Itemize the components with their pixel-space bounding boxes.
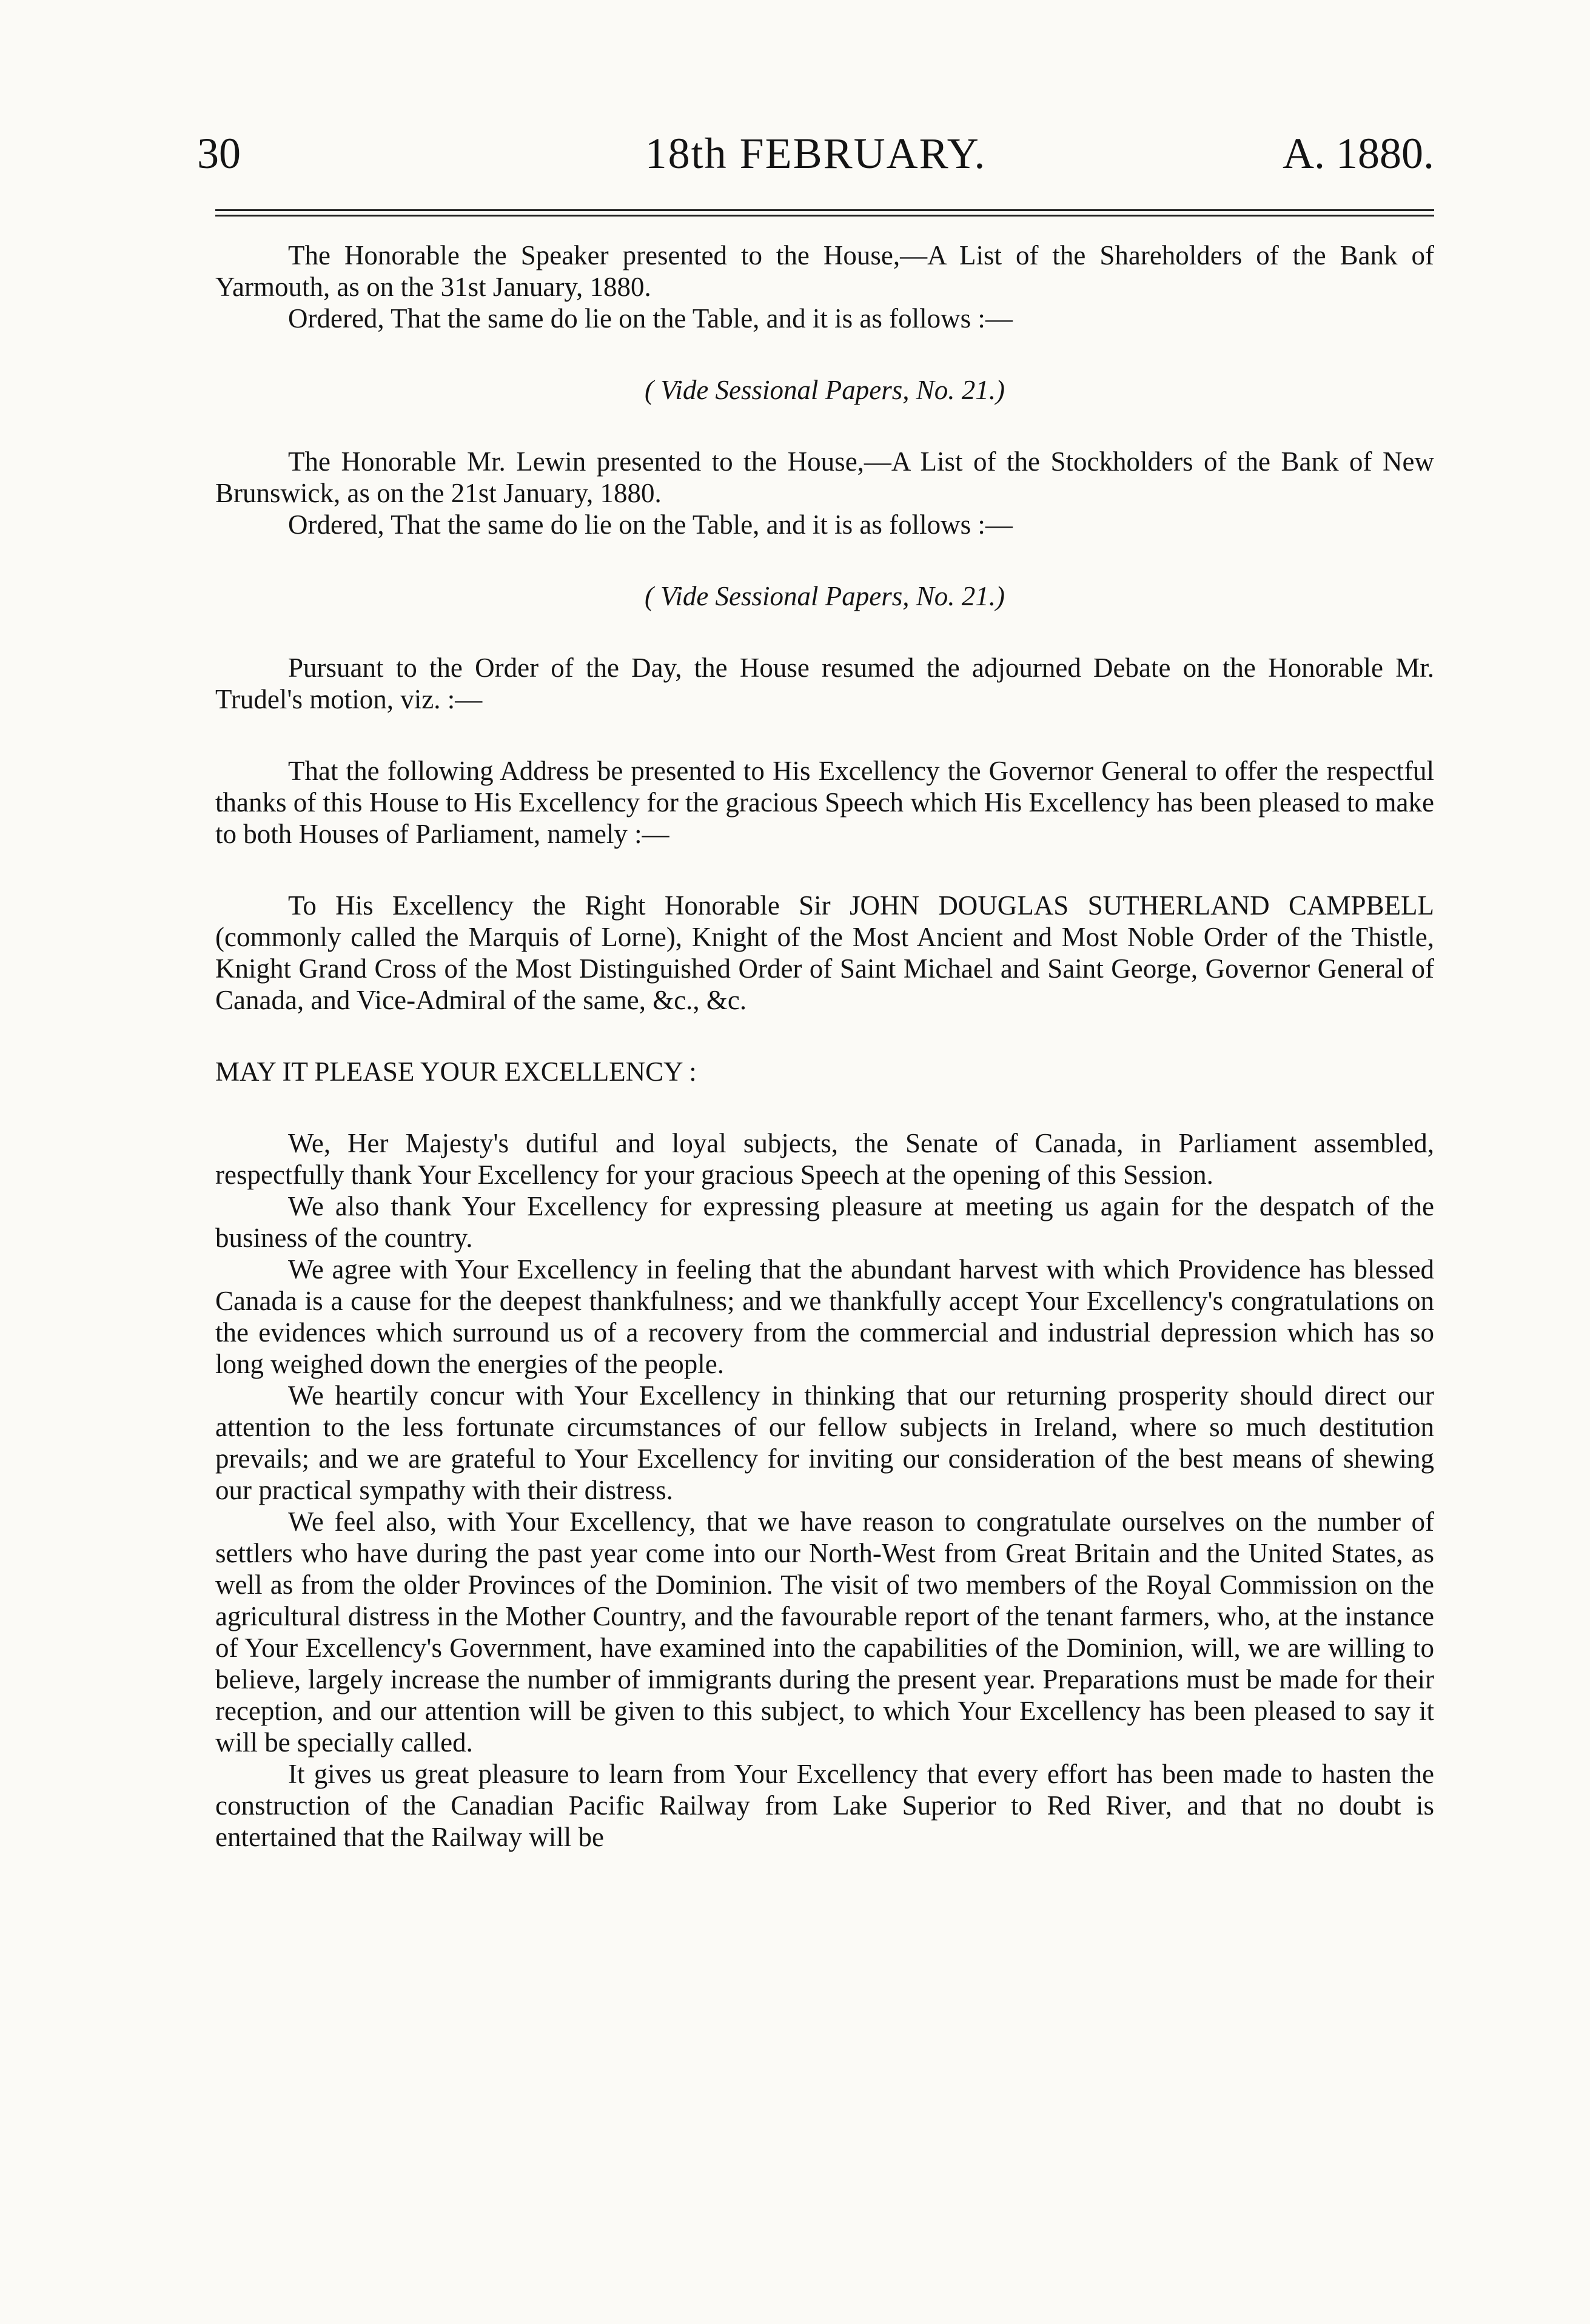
paragraph-ireland: We heartily concur with Your Excellency in thinking that our returning prosperity should direct our attention to the less fortunate circumstances of our fellow subjects in Ireland, where so much destitution prevails; and we are grateful to Your Excellency for inviting our consideration of the best means of shewing our practical sympathy with their distress. (215, 1380, 1434, 1505)
paragraph-ordered-2: Ordered, That the same do lie on the Table, and it is as follows :— (288, 509, 1013, 540)
sessional-paper-ref-2: ( Vide Sessional Papers, No. 21.) (644, 581, 1005, 611)
sessional-paper-ref-1: ( Vide Sessional Papers, No. 21.) (644, 375, 1005, 405)
paragraph-we-her-majesty: We, Her Majesty's dutiful and loyal subjects, the Senate of Canada, in Parliament assembled, respectfully thank Your Excellency for your gracious Speech at the opening of this Session. (215, 1128, 1434, 1190)
paragraph-we-also-thank: We also thank Your Excellency for expressing pleasure at meeting us again for the despatch of the business of the country. (215, 1191, 1434, 1253)
paragraph-harvest: We agree with Your Excellency in feeling that the abundant harvest with which Providence has blessed Canada is a cause for the deepest thankfulness; and we thankfully accept Your Excellency's congratulations on the evidences which surround us of a recovery from the commercial and industrial depression which has so long weighed down the energies of the people. (215, 1254, 1434, 1379)
page-number: 30 (197, 129, 241, 178)
journal-body (215, 240, 1434, 1853)
paragraph-order-of-day: Pursuant to the Order of the Day, the House resumed the adjourned Debate on the Honorable Mr. Trudel's motion, viz. :— (215, 653, 1434, 714)
paragraph-railway: It gives us great pleasure to learn from Your Excellency that every effort has been made to hasten the construction of the Canadian Pacific Railway from Lake Superior to Red River, and that no doubt is entertained that the Railway will be (215, 1759, 1434, 1852)
paragraph-addressee: To His Excellency the Right Honorable Sir JOHN DOUGLAS SUTHERLAND CAMPBELL (commonly called the Marquis of Lorne), Knight of the Most Ancient and Most Noble Order of the Thistle, Knight Grand Cross of the Most Distinguished Order of Saint Michael and Saint George, Governor General of Canada, and Vice-Admiral of the same, &c., &c. (215, 890, 1434, 1015)
paragraph-ordered-1: Ordered, That the same do lie on the Table, and it is as follows :— (288, 303, 1013, 334)
page-header (197, 121, 1434, 182)
header-rule-top (215, 209, 1434, 211)
page-title: 18th FEBRUARY. (645, 129, 987, 178)
paragraph-lewin-list: The Honorable Mr. Lewin presented to the House,—A List of the Stockholders of the Bank of New Brunswick, as on the 21st January, 1880. (215, 446, 1434, 508)
paragraph-settlers: We feel also, with Your Excellency, that we have reason to congratulate ourselves on the number of settlers who have during the past year come into our North-West from Great Britain and the United States, as well as from the older Provinces of the Dominion. The visit of two members of the Royal Commission on the agricultural distress in the Mother Country, and the favourable report of the tenant farmers, who, at the instance of Your Excellency's Government, have examined into the capabilities of the Dominion, will, we are willing to believe, largely increase the number of immigrants during the present year. Preparations must be made for their reception, and our attention will be given to this subject, to which Your Excellency has been pleased to say it will be specially called. (215, 1506, 1434, 1758)
year-label: A. 1880. (1283, 129, 1434, 178)
header-rule-bottom (215, 215, 1434, 217)
paragraph-speaker-list: The Honorable the Speaker presented to the House,—A List of the Shareholders of the Bank of Yarmouth, as on the 31st January, 1880. (215, 240, 1434, 302)
paragraph-address-motion: That the following Address be presented to His Excellency the Governor General to offer the respectful thanks of this House to His Excellency for the gracious Speech which His Excellency has been pleased to make to both Houses of Parliament, namely :— (215, 756, 1434, 849)
salutation: MAY IT PLEASE YOUR EXCELLENCY : (215, 1056, 697, 1087)
